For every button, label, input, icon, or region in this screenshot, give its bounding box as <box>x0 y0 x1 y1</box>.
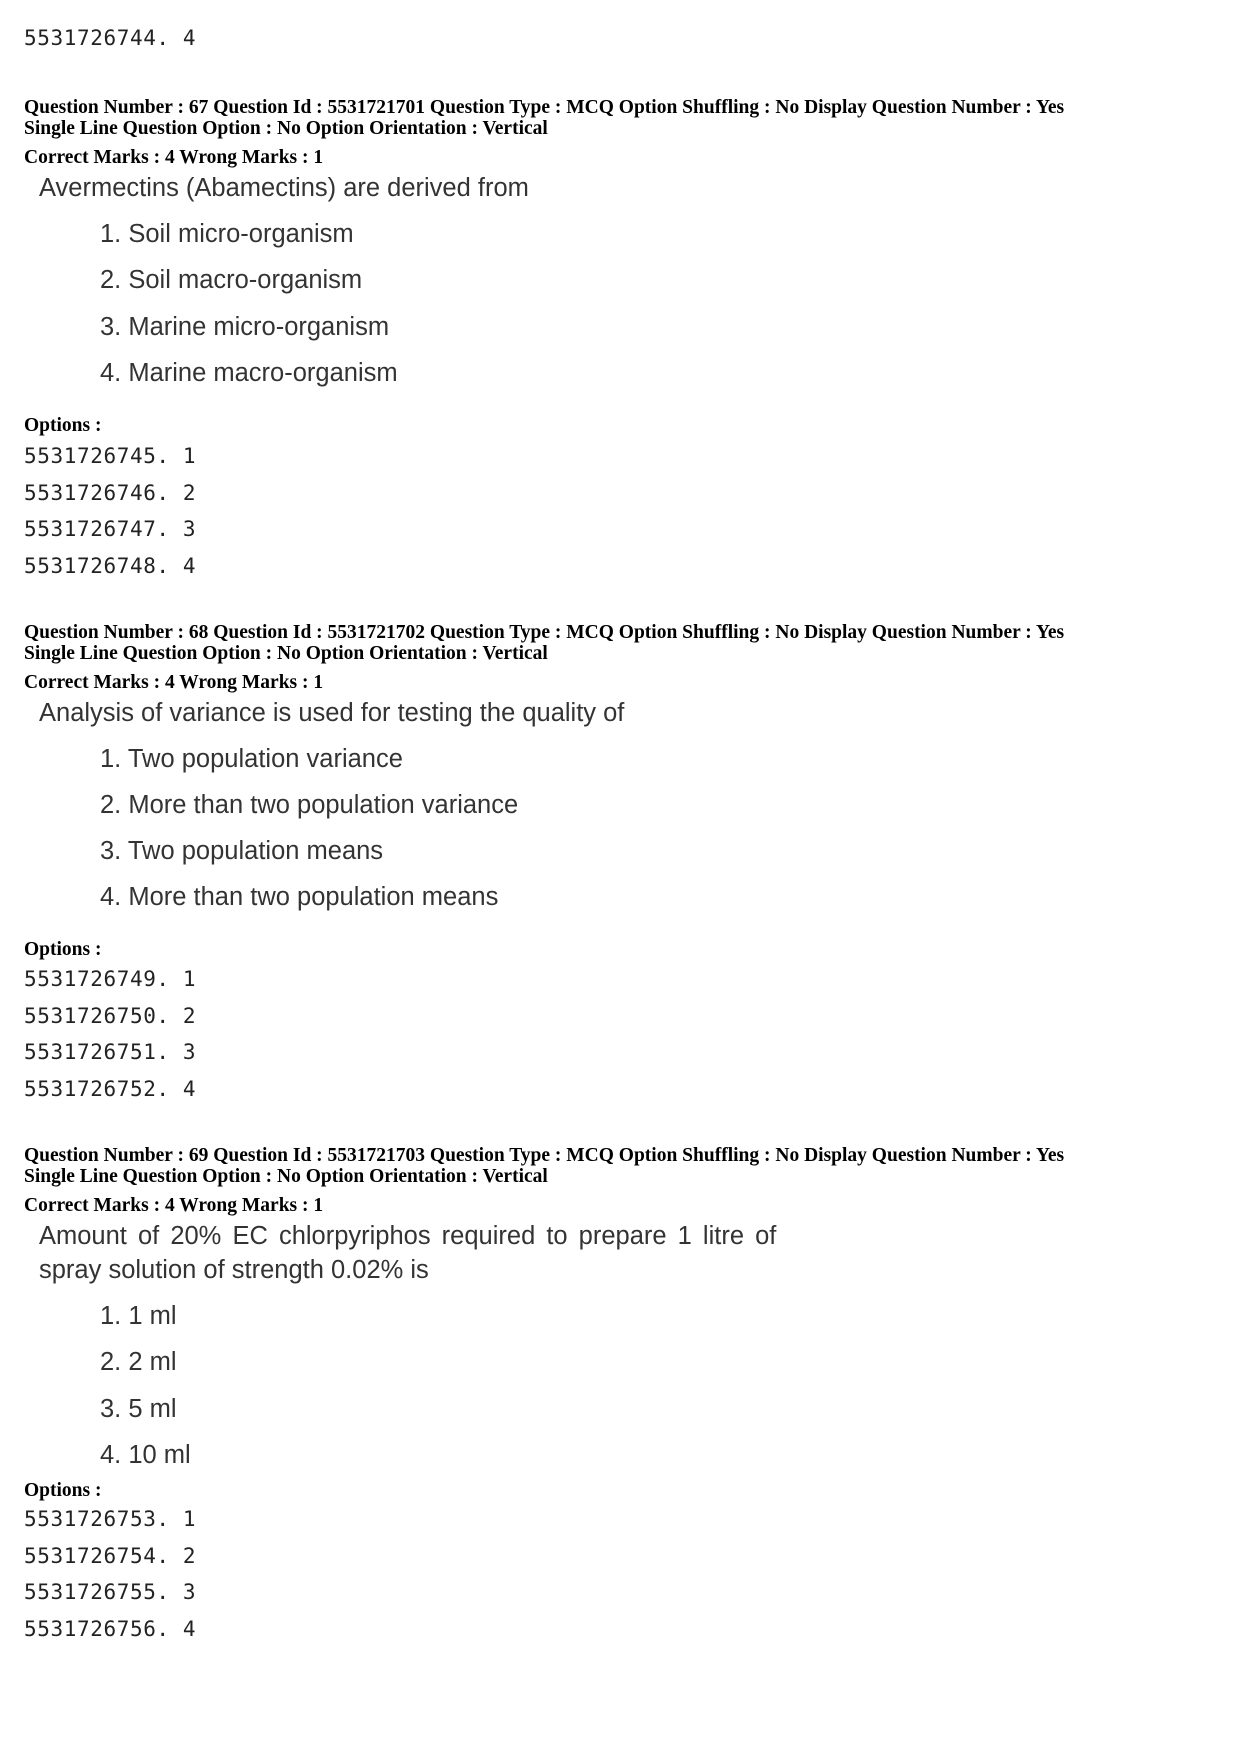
question-meta: Question Number : 68 Question Id : 5531721702 Question Type : MCQ Option Shuffling : No Display Question Number : Yes <box>24 622 1065 643</box>
option-id: 5531726744. 4 <box>24 26 197 50</box>
question-marks: Correct Marks : 4 Wrong Marks : 1 <box>24 147 324 168</box>
answer-choice: 2. 2 ml <box>100 1348 177 1376</box>
answer-choice: 4. Marine macro-organism <box>100 359 398 387</box>
question-meta: Question Number : 69 Question Id : 5531721703 Question Type : MCQ Option Shuffling : No Display Question Number : Yes <box>24 1145 1065 1166</box>
answer-choice: 3. 5 ml <box>100 1395 177 1423</box>
option-id: 5531726756. 4 <box>24 1617 197 1641</box>
option-id: 5531726753. 1 <box>24 1507 197 1531</box>
option-id: 5531726745. 1 <box>24 444 197 468</box>
question-text: Avermectins (Abamectins) are derived from <box>39 174 529 202</box>
option-id: 5531726750. 2 <box>24 1004 197 1028</box>
answer-choice: 1. Soil micro-organism <box>100 220 354 248</box>
answer-choice: 1. 1 ml <box>100 1302 177 1330</box>
question-meta: Single Line Question Option : No Option Orientation : Vertical <box>24 118 548 139</box>
answer-choice: 2. More than two population variance <box>100 791 519 819</box>
option-id: 5531726752. 4 <box>24 1077 197 1101</box>
option-id: 5531726751. 3 <box>24 1040 197 1064</box>
options-label: Options : <box>24 939 102 960</box>
question-text: Amount of 20% EC chlorpyriphos required to prepare 1 litre of <box>39 1222 777 1250</box>
question-marks: Correct Marks : 4 Wrong Marks : 1 <box>24 672 324 693</box>
answer-choice: 1. Two population variance <box>100 745 403 773</box>
option-id: 5531726747. 3 <box>24 517 197 541</box>
answer-choice: 2. Soil macro-organism <box>100 266 363 294</box>
options-label: Options : <box>24 415 102 436</box>
answer-choice: 3. Marine micro-organism <box>100 313 390 341</box>
option-id: 5531726748. 4 <box>24 554 197 578</box>
answer-choice: 4. 10 ml <box>100 1441 191 1469</box>
options-label: Options : <box>24 1480 102 1501</box>
option-id: 5531726755. 3 <box>24 1580 197 1604</box>
question-meta: Single Line Question Option : No Option Orientation : Vertical <box>24 1166 548 1187</box>
option-id: 5531726749. 1 <box>24 967 197 991</box>
question-marks: Correct Marks : 4 Wrong Marks : 1 <box>24 1195 324 1216</box>
option-id: 5531726754. 2 <box>24 1544 197 1568</box>
question-meta: Question Number : 67 Question Id : 5531721701 Question Type : MCQ Option Shuffling : No Display Question Number : Yes <box>24 97 1065 118</box>
answer-choice: 4. More than two population means <box>100 883 499 911</box>
question-text: spray solution of strength 0.02% is <box>39 1256 429 1284</box>
question-meta: Single Line Question Option : No Option Orientation : Vertical <box>24 643 548 664</box>
question-text: Analysis of variance is used for testing the quality of <box>39 699 625 727</box>
option-id: 5531726746. 2 <box>24 481 197 505</box>
answer-choice: 3. Two population means <box>100 837 384 865</box>
